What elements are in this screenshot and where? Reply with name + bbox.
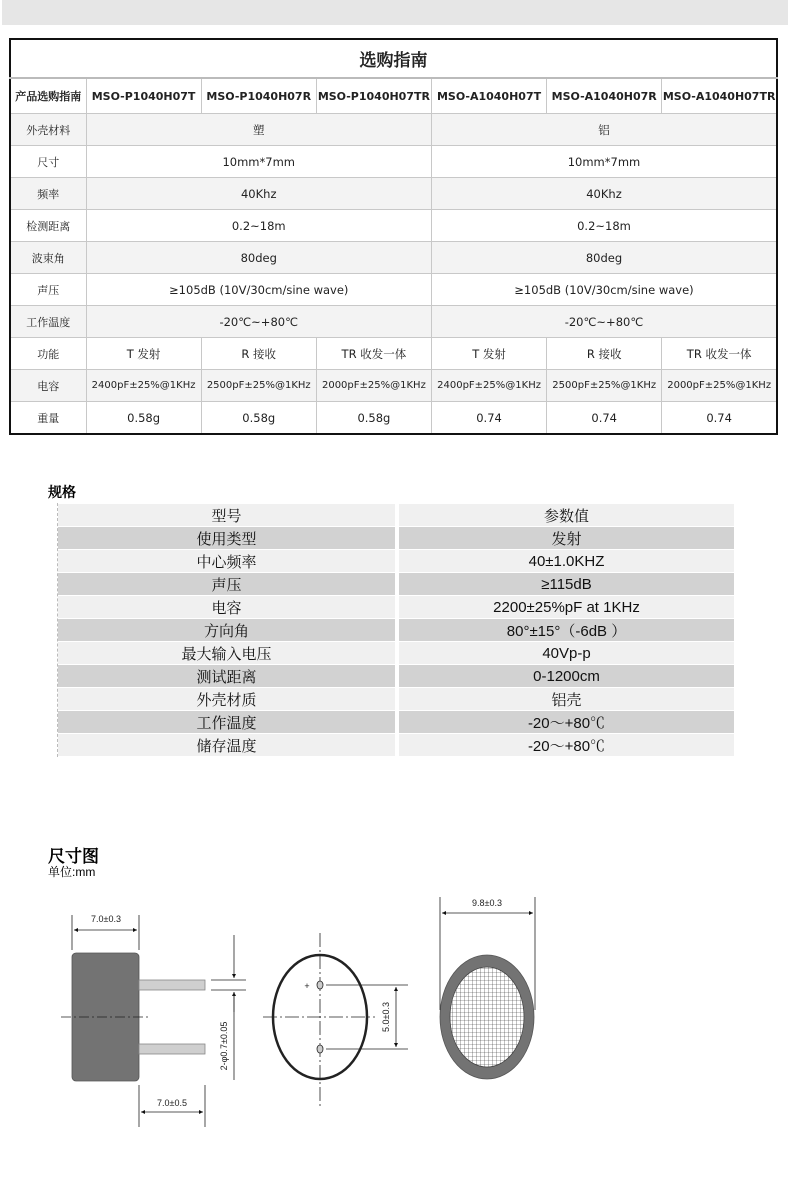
plastic-value: ≥105dB (10V/30cm/sine wave) bbox=[86, 274, 431, 306]
row-label: 尺寸 bbox=[10, 146, 86, 178]
row-label: 工作温度 bbox=[10, 306, 86, 338]
row-label: 声压 bbox=[10, 274, 86, 306]
row-label: 外壳材料 bbox=[10, 114, 86, 146]
spec-value: ≥115dB bbox=[399, 573, 734, 595]
unit-label: 单位:mm bbox=[48, 865, 96, 879]
header-cell: MSO-P1040H07TR bbox=[316, 78, 431, 114]
header-cell: MSO-A1040H07T bbox=[431, 78, 546, 114]
spec-value: -20～+80℃ bbox=[399, 711, 734, 733]
row-label: 功能 bbox=[10, 338, 86, 370]
spec-key: 最大输入电压 bbox=[58, 642, 399, 664]
spec-key: 声压 bbox=[58, 573, 399, 595]
spec-value: 2200±25%pF at 1KHz bbox=[399, 596, 734, 618]
plastic-value: 10mm*7mm bbox=[86, 146, 431, 178]
cell: TR 收发一体 bbox=[316, 338, 431, 370]
plastic-value: 80deg bbox=[86, 242, 431, 274]
dimension-title: 尺寸图 bbox=[48, 847, 99, 867]
pin-diameter-label: 2-φ0.7±0.05 bbox=[219, 1021, 229, 1071]
cell: 0.58g bbox=[316, 402, 431, 435]
header-cell: MSO-P1040H07T bbox=[86, 78, 201, 114]
row-label: 电容 bbox=[10, 370, 86, 402]
front-view bbox=[440, 897, 535, 1079]
spec-key: 储存温度 bbox=[58, 734, 399, 756]
spec-value: -20～+80℃ bbox=[399, 734, 734, 756]
spec-key: 型号 bbox=[58, 504, 399, 526]
row-label: 频率 bbox=[10, 178, 86, 210]
cell: 0.74 bbox=[547, 402, 662, 435]
row-label: 波束角 bbox=[10, 242, 86, 274]
cell: 2000pF±25%@1KHz bbox=[662, 370, 777, 402]
aluminum-value: 80deg bbox=[431, 242, 777, 274]
cell: T 发射 bbox=[86, 338, 201, 370]
plastic-value: 塑 bbox=[86, 114, 431, 146]
cell: 0.58g bbox=[86, 402, 201, 435]
spec-key: 外壳材质 bbox=[58, 688, 399, 710]
spec-value: 铝壳 bbox=[399, 688, 734, 710]
aluminum-value: 铝 bbox=[431, 114, 777, 146]
spec-key: 方向角 bbox=[58, 619, 399, 641]
cell: 2500pF±25%@1KHz bbox=[547, 370, 662, 402]
spec-key: 工作温度 bbox=[58, 711, 399, 733]
cell: R 接收 bbox=[547, 338, 662, 370]
aluminum-value: 10mm*7mm bbox=[431, 146, 777, 178]
cell: R 接收 bbox=[201, 338, 316, 370]
pin-length-label: 7.0±0.5 bbox=[157, 1098, 187, 1108]
header-cell: 产品选购指南 bbox=[10, 78, 86, 114]
plastic-value: -20℃~+80℃ bbox=[86, 306, 431, 338]
aluminum-value: ≥105dB (10V/30cm/sine wave) bbox=[431, 274, 777, 306]
plastic-value: 0.2~18m bbox=[86, 210, 431, 242]
spec-value: 发射 bbox=[399, 527, 734, 549]
cell: 0.74 bbox=[662, 402, 777, 435]
cell: 2400pF±25%@1KHz bbox=[86, 370, 201, 402]
side-view bbox=[61, 915, 246, 1127]
polarity-label: + bbox=[304, 981, 310, 991]
cell: 0.58g bbox=[201, 402, 316, 435]
spec-value: 参数值 bbox=[399, 504, 734, 526]
cell: TR 收发一体 bbox=[662, 338, 777, 370]
header-cell: MSO-P1040H07R bbox=[201, 78, 316, 114]
aluminum-value: -20℃~+80℃ bbox=[431, 306, 777, 338]
guide-title: 选购指南 bbox=[10, 39, 777, 78]
spec-value: 80°±15°（-6dB ） bbox=[399, 619, 734, 641]
plastic-value: 40Khz bbox=[86, 178, 431, 210]
spec-value: 40Vp-p bbox=[399, 642, 734, 664]
spec-key: 测试距离 bbox=[58, 665, 399, 687]
aluminum-value: 0.2~18m bbox=[431, 210, 777, 242]
cell: 2500pF±25%@1KHz bbox=[201, 370, 316, 402]
spec-title: 规格 bbox=[48, 485, 76, 501]
cell: 0.74 bbox=[431, 402, 546, 435]
pin-spacing-label: 5.0±0.3 bbox=[381, 1002, 391, 1032]
body-width-label: 7.0±0.3 bbox=[91, 914, 121, 924]
cell: 2400pF±25%@1KHz bbox=[431, 370, 546, 402]
diameter-label: 9.8±0.3 bbox=[472, 898, 502, 908]
spec-key: 中心频率 bbox=[58, 550, 399, 572]
spec-key: 电容 bbox=[58, 596, 399, 618]
row-label: 重量 bbox=[10, 402, 86, 435]
aluminum-value: 40Khz bbox=[431, 178, 777, 210]
row-label: 检测距离 bbox=[10, 210, 86, 242]
header-cell: MSO-A1040H07TR bbox=[662, 78, 777, 114]
spec-value: 0-1200cm bbox=[399, 665, 734, 687]
cell: 2000pF±25%@1KHz bbox=[316, 370, 431, 402]
spec-value: 40±1.0KHZ bbox=[399, 550, 734, 572]
spec-key: 使用类型 bbox=[58, 527, 399, 549]
header-cell: MSO-A1040H07R bbox=[547, 78, 662, 114]
cell: T 发射 bbox=[431, 338, 546, 370]
